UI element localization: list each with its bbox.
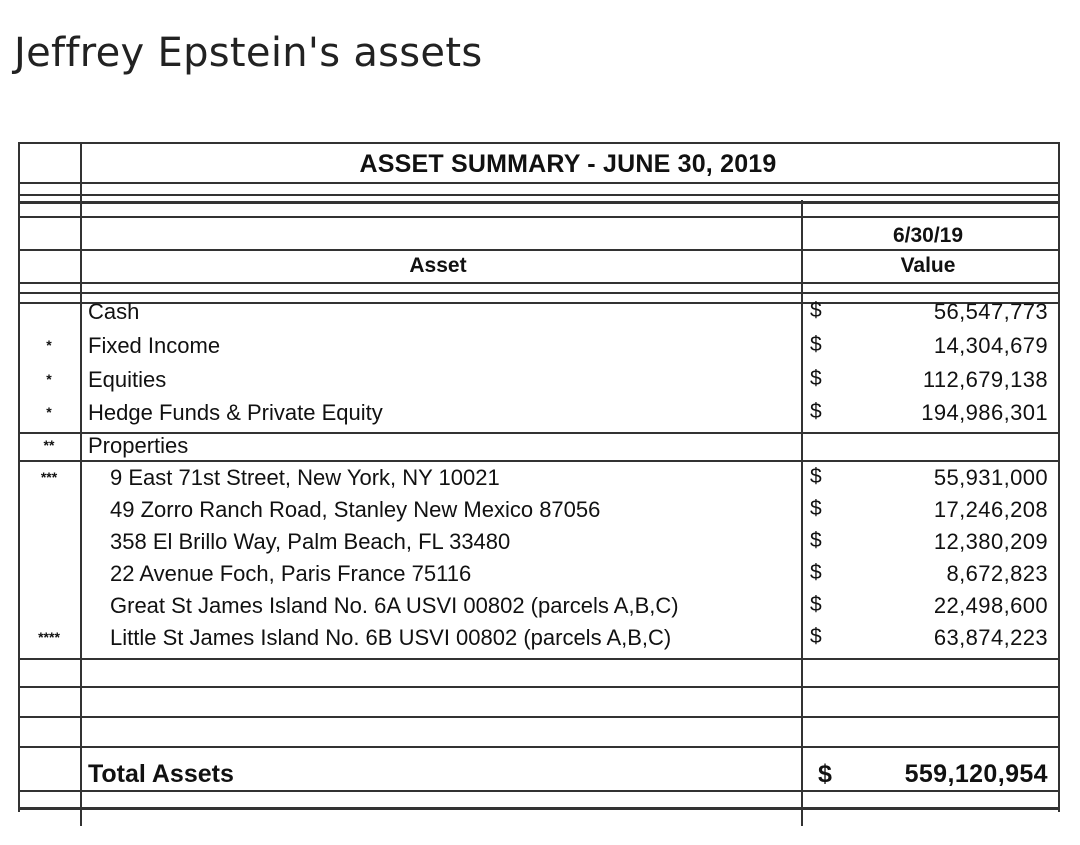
rule [18, 790, 1060, 792]
total-label: Total Assets [88, 760, 234, 788]
table-row [18, 331, 1060, 363]
asset-value: 12,380,209 [933, 529, 1048, 554]
asset-value: 63,874,223 [933, 625, 1048, 650]
asset-label: Hedge Funds & Private Equity [88, 400, 383, 425]
value-date-header: 6/30/19 [892, 224, 964, 247]
asset-value: 14,304,679 [933, 333, 1048, 358]
currency-symbol: $ [810, 561, 822, 584]
row-marker: * [46, 371, 52, 387]
report-heading: ASSET SUMMARY - JUNE 30, 2019 [359, 150, 777, 178]
currency-symbol: $ [810, 367, 822, 390]
asset-value: 194,986,301 [921, 400, 1048, 425]
currency-symbol: $ [810, 529, 822, 552]
table-row [18, 591, 1060, 623]
table-row [18, 623, 1060, 655]
table-row [18, 495, 1060, 527]
currency-symbol: $ [810, 593, 822, 616]
row-marker: **** [38, 629, 60, 645]
row-marker: *** [40, 469, 58, 485]
currency-symbol: $ [810, 333, 822, 356]
row-marker: * [46, 337, 52, 353]
asset-column-header: Asset [409, 254, 467, 277]
rule [18, 292, 1060, 294]
rule [18, 716, 1060, 718]
row-marker: ** [43, 437, 55, 453]
rule [18, 201, 1060, 204]
asset-summary-table [18, 142, 1060, 826]
asset-label: Equities [88, 367, 167, 392]
currency-symbol: $ [810, 625, 822, 648]
table-row [18, 559, 1060, 591]
row-marker: * [46, 404, 52, 420]
property-label: 9 East 71st Street, New York, NY 10021 [110, 465, 500, 490]
total-row [18, 748, 1060, 790]
table-row [18, 365, 1060, 397]
rule [18, 658, 1060, 660]
property-label: 358 El Brillo Way, Palm Beach, FL 33480 [110, 529, 511, 554]
rule-top [18, 142, 1060, 144]
value-column-header: Value [900, 254, 956, 277]
currency-symbol: $ [810, 497, 822, 520]
asset-value: 56,547,773 [933, 299, 1048, 324]
table-row [18, 463, 1060, 495]
rule [18, 216, 1060, 218]
rule [18, 282, 1060, 284]
rule-bottom [18, 807, 1060, 810]
asset-value: 55,931,000 [933, 465, 1048, 490]
rule [18, 686, 1060, 688]
asset-value: 112,679,138 [922, 367, 1048, 392]
rule [18, 194, 1060, 196]
asset-label: Fixed Income [88, 333, 221, 358]
property-label: Little St James Island No. 6B USVI 00802 (parcels A,B,C) [110, 625, 672, 650]
rule [18, 249, 1060, 251]
property-label: 49 Zorro Ranch Road, Stanley New Mexico 87056 [110, 497, 601, 522]
currency-symbol: $ [810, 400, 822, 423]
table-row [18, 431, 1060, 463]
asset-value: 8,672,823 [946, 561, 1048, 586]
currency-symbol: $ [818, 760, 832, 788]
asset-label: Cash [88, 299, 140, 324]
property-label: Great St James Island No. 6A USVI 00802 (parcels A,B,C) [110, 593, 679, 618]
table-row [18, 297, 1060, 329]
asset-label: Properties [88, 433, 189, 458]
rule [18, 182, 1060, 184]
currency-symbol: $ [810, 465, 822, 488]
currency-symbol: $ [810, 299, 822, 322]
table-row [18, 527, 1060, 559]
asset-value: 22,498,600 [933, 593, 1048, 618]
property-label: 22 Avenue Foch, Paris France 75116 [110, 561, 472, 586]
table-row [18, 398, 1060, 430]
post-title: Jeffrey Epstein's assets [14, 30, 483, 76]
total-value: 559,120,954 [904, 760, 1048, 788]
asset-value: 17,246,208 [933, 497, 1048, 522]
